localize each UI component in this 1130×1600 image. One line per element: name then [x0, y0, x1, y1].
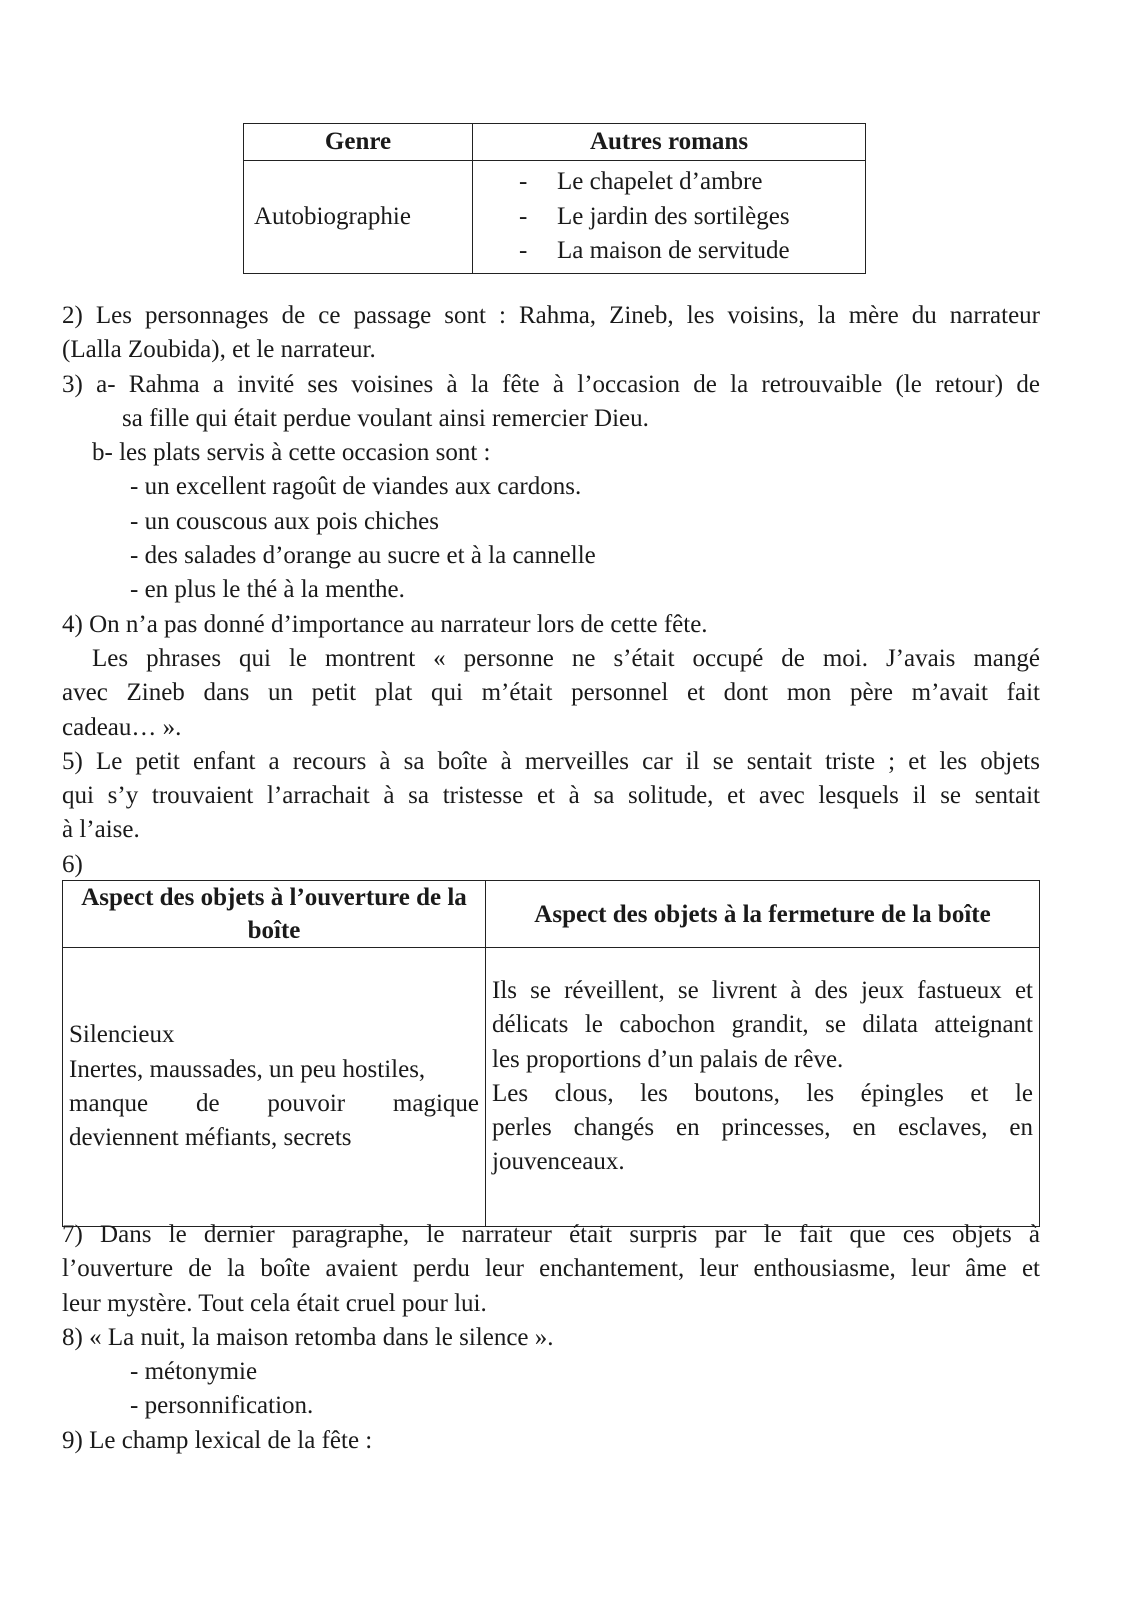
- answer-3a: 3) a- Rahma a invité ses voisines à la fête à l’occasion de la retrouvaible (le retour) de: [62, 370, 1040, 398]
- answer-6-label: 6): [62, 850, 83, 878]
- genre-table: [243, 123, 866, 274]
- objects-aspect-table: [62, 880, 1040, 1227]
- answer-3a-cont: sa fille qui était perdue voulant ainsi remercier Dieu.: [122, 404, 649, 432]
- header-closing: Aspect des objets à la fermeture de la boîte: [486, 881, 1040, 948]
- cell-line: deviennent méfiants, secrets: [69, 1124, 352, 1152]
- answer-4-quote: Les phrases qui le montrent « personne ne s’était occupé de moi. J’avais mangé: [92, 644, 1040, 672]
- answer-4-quote-cont: avec Zineb dans un petit plat qui m’était personnel et dont mon père m’avait fait: [62, 679, 1040, 707]
- answer-2: 2) Les personnages de ce passage sont : Rahma, Zineb, les voisins, la mère du narrateur: [62, 302, 1040, 329]
- novel-item: - Le chapelet d’ambre: [519, 168, 763, 196]
- dish-item: - des salades d’orange au sucre et à la cannelle: [130, 542, 596, 570]
- header-opening: Aspect des objets à l’ouverture de la boîte: [63, 881, 486, 948]
- answer-2-cont: (Lalla Zoubida), et le narrateur.: [62, 336, 376, 364]
- cell-novels: [473, 161, 866, 274]
- answer-4: 4) On n’a pas donné d’importance au narrateur lors de cette fête.: [62, 610, 708, 638]
- answer-3b: b- les plats servis à cette occasion sont :: [92, 439, 491, 467]
- dish-item: - en plus le thé à la menthe.: [130, 576, 405, 604]
- cell-line: délicats le cabochon grandit, se dilata atteignant: [492, 1011, 1033, 1039]
- cell-opening: [63, 948, 486, 1227]
- answers-1-6: [62, 299, 1040, 882]
- answer-9: 9) Le champ lexical de la fête :: [62, 1426, 373, 1454]
- answer-5-cont: qui s’y trouvaient l’arrachait à sa tristesse et à sa solitude, et avec lesquels il se sentait: [62, 782, 1040, 810]
- figure-item: - métonymie: [130, 1358, 258, 1386]
- cell-line: Ils se réveillent, se livrent à des jeux fastueux et: [492, 977, 1033, 1004]
- cell-genre: Autobiographie: [244, 161, 473, 274]
- header-genre: Genre: [244, 124, 473, 161]
- novel-item: - La maison de servitude: [519, 237, 790, 265]
- cell-line: Inertes, maussades, un peu hostiles,: [69, 1055, 426, 1083]
- cell-line: Silencieux: [69, 1021, 175, 1049]
- dish-item: - un couscous aux pois chiches: [130, 507, 439, 535]
- novel-item: - Le jardin des sortilèges: [519, 202, 790, 230]
- answers-7-9: [62, 1218, 1040, 1458]
- cell-closing: [486, 948, 1040, 1227]
- cell-line: Les clous, les boutons, les épingles et le: [492, 1079, 1033, 1107]
- cell-line: jouvenceaux.: [492, 1148, 625, 1176]
- answer-7-cont: l’ouverture de la boîte avaient perdu leur enchantement, leur enthousiasme, leur âme et: [62, 1255, 1040, 1283]
- answer-5-end: à l’aise.: [62, 816, 140, 844]
- answer-7-end: leur mystère. Tout cela était cruel pour lui.: [62, 1289, 487, 1317]
- cell-line: les proportions d’un palais de rêve.: [492, 1045, 844, 1073]
- header-autres-romans: Autres romans: [473, 124, 866, 161]
- cell-line: perles changés en princesses, en esclaves, en: [492, 1114, 1033, 1142]
- answer-7: 7) Dans le dernier paragraphe, le narrateur était surpris par le fait que ces objets à: [62, 1221, 1040, 1248]
- answer-5: 5) Le petit enfant a recours à sa boîte à merveilles car il se sentait triste ; et les objets: [62, 747, 1040, 775]
- dish-item: - un excellent ragoût de viandes aux cardons.: [130, 473, 582, 501]
- figure-item: - personnification.: [130, 1392, 314, 1420]
- answer-8: 8) « La nuit, la maison retomba dans le silence ».: [62, 1323, 554, 1351]
- cell-line: manque de pouvoir magique: [69, 1090, 479, 1117]
- answer-4-quote-end: cadeau… ».: [62, 713, 182, 741]
